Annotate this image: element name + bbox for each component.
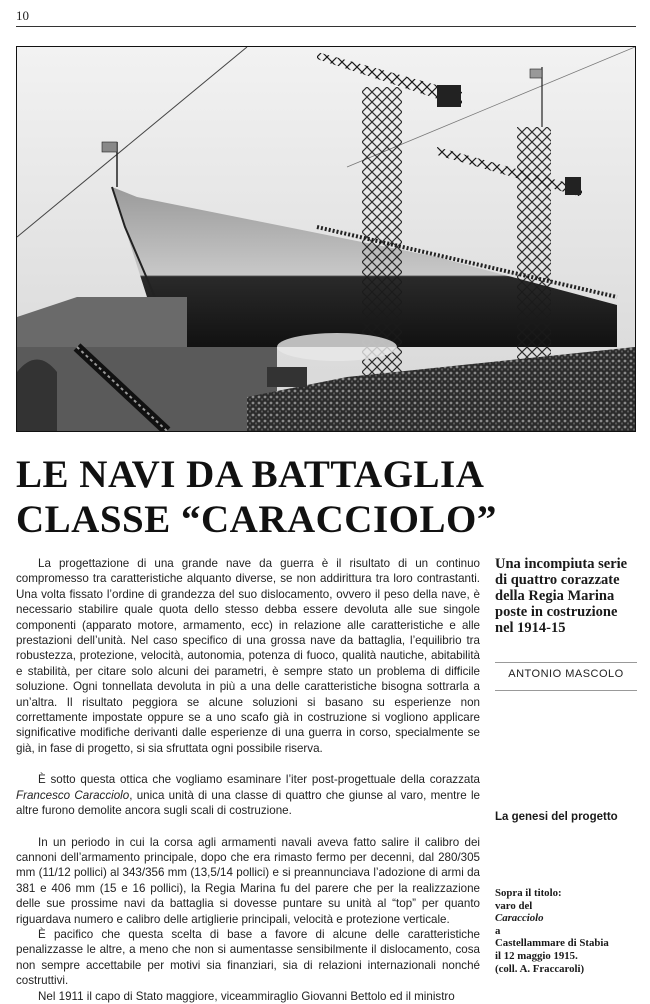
author-rule-bottom (495, 690, 637, 691)
page-number: 10 (16, 8, 29, 23)
paragraph-3: In un periodo in cui la corsa agli armamenti navali aveva fatto salire il calibro dei cannoni dell’armamento principale, dopo che era rimasto fermo per decenni, dal 280/305 mm (11/12 pollici) al 343/356 mm (13,5/14 pollici) e si preannunciava l’adozione di armi da 381 e 406 mm (15 e 16 pollici), la Regia Marina fu del parere che per la realizzazione delle sue prossime navi da battaglia si dovesse puntare su unità al “top” per quanto riguardava numero e calibro delle artiglierie principali, velocità e protezione verticale. (16, 835, 480, 926)
paragraph-2 (16, 772, 480, 818)
photo-caption (495, 887, 637, 975)
caption-line-1: Sopra il titolo: (495, 887, 562, 899)
article-body (16, 556, 480, 1004)
caption-line-3: Castellammare di Stabia (495, 937, 609, 950)
title-line-1: LE NAVI DA BATTAGLIA (16, 453, 485, 496)
top-rule (16, 26, 636, 27)
caption-line-4: il 12 maggio 1915. (495, 949, 578, 962)
ship-name: Francesco Caracciolo (16, 788, 130, 802)
article-title (16, 452, 636, 542)
launch-photo (16, 46, 636, 432)
title-line-2: CLASSE “CARACCIOLO” (16, 498, 497, 541)
paragraph-2-end: , unica unità di una classe di quattro che giunse al varo, mentre le altre furono demolite ancora sugli scali di costruzione. (16, 788, 481, 818)
section-heading: La genesi del progetto (495, 811, 618, 823)
caption-line-2-prefix: varo del (495, 899, 533, 912)
caption-line-5: (coll. A. Fraccaroli) (495, 962, 585, 975)
caption-line-2 (495, 900, 637, 938)
paragraph-4: È pacifico che questa scelta di base a favore di alcune delle caratteristiche penalizzasse le altre, a meno che non si aumentasse sensibilmente il dislocamento, cosa non sempre accettabile per motivi sia finanziari, sia di relazioni internazionali nonché costruttivi. (16, 927, 480, 988)
author-rule-top (495, 662, 637, 663)
paragraph-2-start: È sotto questa ottica che vogliamo esaminare l’iter post-progettuale della corazzata (38, 773, 480, 787)
article-subtitle: Una incompiuta serie di quattro corazzate della Regia Marina poste in costruzione nel 1914-15 (495, 556, 628, 636)
author-name: ANTONIO MASCOLO (508, 668, 624, 680)
caption-ship-name: Caracciolo (495, 912, 544, 925)
caption-line-2-suffix: a (495, 924, 501, 937)
paragraph-1: La progettazione di una grande nave da guerra è il risultato di un continuo compromesso tra caratteristiche alquanto diverse, se non addirittura tra loro contrastanti. Una volta fissato l’ordine di grandezza del suo dislocamento, ovvero il peso della nave, è necessario stabilire quale quota dello stesso debba essere devoluta alle sue singole componenti (apparato motore, armamento, ecc) in relazione alle caratteristiche e alle prestazioni dell’unità. Nel caso specifico di una grossa nave da battaglia, l’equilibrio tra robustezza, protezione, velocità, autonomia, potenza di fuoco, qualità nautiche, abitabilità e stabilità, per citare solo alcuni dei parametri, è sempre stato un problema di difficile soluzione. Ogni tonnellata devoluta in più a una delle caratteristiche bisogna sottrarla a un’altra. Il risultato peggiora se alcune soluzioni si basano su esperienze non correttamente impostate oppure se a uno scafo già in costruzione si vogliono applicare significative modifiche derivanti dalle esperienze di una guerra in corso, specialmente se già, in fase di progetto, si sia sfruttata ogni possibile riserva. (16, 557, 480, 755)
paragraph-5: Nel 1911 il capo di Stato maggiore, viceammiraglio Giovanni Bettolo ed il ministro (38, 989, 455, 1003)
